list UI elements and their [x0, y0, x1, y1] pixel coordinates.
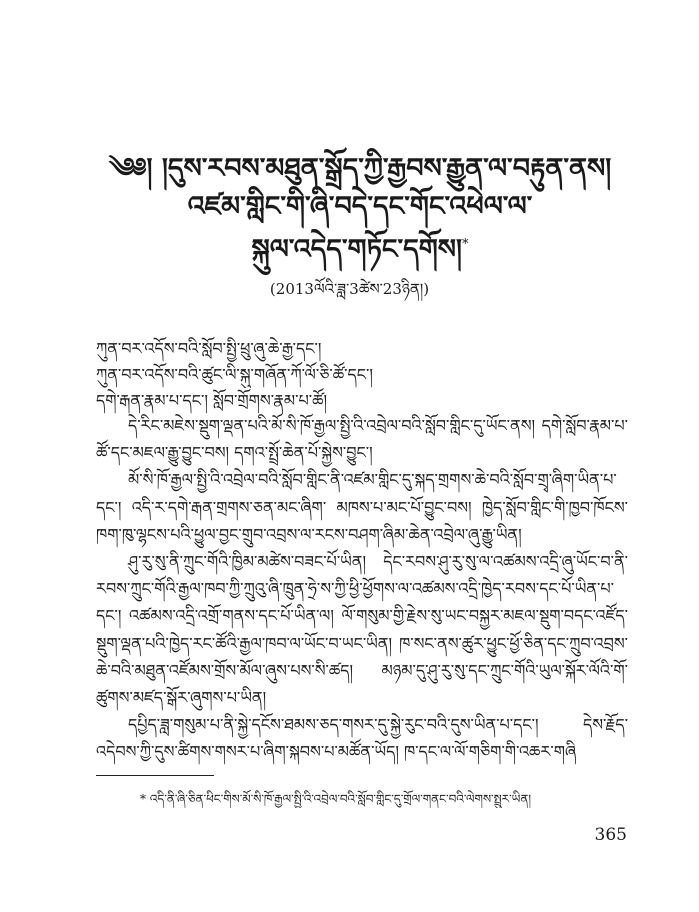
salutation-line: ཀུན་བར་འདོས་བའི་ཚུང་ལི་སྐུ་གཞོན་ཀོ་ལོ་ཅི་ཚོ་དང་།: [96, 365, 373, 384]
article-title: [90, 150, 630, 269]
footnote-text: * འདི་ནི་ཞི་ཅིན་ཕིང་གིས་མོ་སི་ཁོ་རྒྱལ་སྤྱི་འི་འབྲེལ་བའི་སློབ་གླིང་དུ་གྲོལ་གནང་བའི་ལེགས་སྤྲུར་ཡིན།: [140, 792, 532, 806]
paragraph: དེ་རིང་མཇེས་སྡུག་ལྡན་པའི་མོ་སི་ཁོ་རྒྱལ་སྤྱི་འི་འབྲེལ་བའི་སློབ་གླིང་དུ་ཡོང་ནས། དགེ་སློབ་རྣམ་པ་ཚོ་དང་མཇལ་རྒྱུ་བྱུང་བས། དགའ་སྤྲོ་ཆེན་པོ་སྐྱེས་བྱུང་།: [96, 416, 628, 463]
paragraph: ཤུ་རུ་སུ་ནི་ཀྲུང་གོའི་ཁྱིམ་མཚེས་བཟང་པོ་ཡིན། དེང་རབས་ཤུ་རུ་སུ་ལ་འཚམས་འདྲི་ཞུ་ཡོང་བ་ནི་རབས་ཀྲུང་གོའི་རྒྱལ་ཁབ་ཀྱི་ཀྲུའུ་ཞི་ཁྲུན་ཧྲེ་ས་ཀྱི་ཕྱི་ཕྱོགས་ལ་འཚམས་འདྲི་ཁྱེད་རབས་དང་པོ་ཡིན་པ་དང་། འཚམས་འདྲི་འགྲོ་གནས་དང་པོ་ཡིན་ལ། ལོ་གསུམ་གྱི་རྗེས་སུ་ཡང་བསྐྱར་མཇལ་སྡུག་བདང་འཛོད་སྡུག་ལྡན་པའི་ཁྱེད་རང་ཚོའི་རྒྱལ་ཁབ་ལ་ཡོང་བ་ཡང་ཡིན། ཁ་སང་ནས་ཚུར་ཕྱུང་ཕྱོ་ཅིན་དང་ཀྲུབ་འབྲས་ཆེ་བའི་མཐུན་འཛོམས་གྲོས་མོལ་ཞུས་པས་སི་ཚད། མཉམ་དུ་ཤུ་རུ་སུ་དང་ཀྲུང་གོའི་ཡུལ་སྐོར་ལོའི་གོ་ཚུགས་མཛད་སྒོར་ཞུགས་པ་ཡིན།: [96, 552, 628, 708]
salutation-line: ཀུན་བར་འདོས་བའི་སློབ་སྤྱི་ཕྲུ་ཞུ་ཆེ་རྒྱ་དང་།: [96, 339, 322, 358]
paragraph: དཔྱིད་ཟླ་གསུམ་པ་ནི་སྐྱེ་དངོས་ཐམས་ཅད་གསར་དུ་སྐྱེ་རུང་བའི་དུས་ཡིན་པ་དང་། དེས་རྗོད་འདེབས་ཀྱི་དུས་ཚིགས་གསར་པ་ཞིག་སྐབས་པ་མཚོན་ཡོད། ཁ་དང་ལ་ལོ་གཅིག་གི་འཆར་གཞི: [96, 715, 628, 762]
salutation-block: [96, 336, 626, 414]
body-text: [96, 412, 628, 765]
title-line-2: འཛམ་གླིང་གི་ཞི་བདེ་དང་གོང་འཕེལ་ལ་: [187, 191, 533, 222]
title-line-3-text: སྐུལ་འདེད་གཏོང་དགོས།: [251, 234, 463, 265]
page-number: 365: [594, 825, 627, 845]
speech-date: (2013ལོའི་ཟླ་3ཚེས་23ཉིན།): [269, 280, 430, 298]
salutation-line: དགེ་རྒན་རྣམ་པ་དང་། སློབ་གྲོགས་རྣམ་པ་ཚོ།: [96, 391, 328, 410]
footnote-divider: [96, 775, 214, 776]
title-line-1: ༄༅། །དུས་རབས་མཐུན་སྒྲོད་ཀྱི་རྒྱབས་རྒྱུན་ལ་བརྟུན་ནས།: [108, 153, 612, 184]
paragraph: མོ་སི་ཁོ་རྒྱལ་སྤྱི་འི་འབྲེལ་བའི་སློབ་གླིང་ནི་འཛམ་གླིང་དུ་སྐད་གྲགས་ཆེ་བའི་སློབ་གྲྭ་ཞིག་ཡིན་པ་དང་། འདི་ར་དགེ་རྒན་གྲགས་ཅན་མང་ཞིག་ མཁས་པ་མང་པོ་བྱུང་བས། ཁྱེད་སློབ་གླིང་གི་ཁྱབ་ཁོངས་ཁག་ཁུ་ལྷངས་པའི་ཕྱུལ་བྱང་གྲུབ་འབྲས་ལ་རངས་བཤག་ཞིམ་ཆེན་འབྲེལ་ཞུ་རྒྱུ་ཡིན།: [96, 470, 628, 544]
title-line-3: [90, 226, 630, 269]
footnote-marker[interactable]: *: [462, 237, 469, 252]
